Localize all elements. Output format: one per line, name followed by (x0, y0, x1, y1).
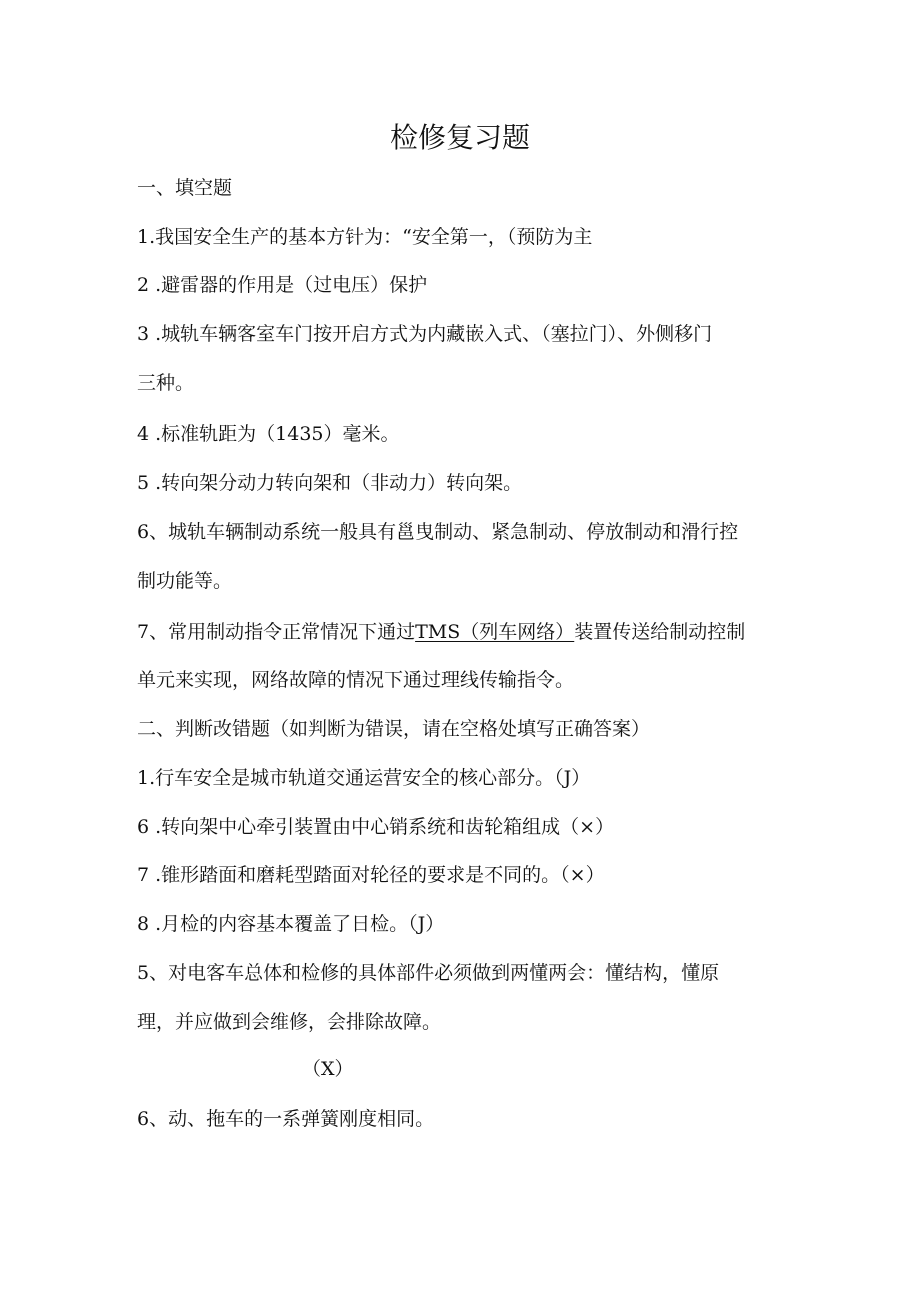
judge-question-6: 6 .转向架中心牵引装置由中心销系统和齿轮箱组成（×） (137, 816, 615, 838)
question-7-line-2: 单元来实现，网络故障的情况下通过理线传输指令。 (137, 669, 575, 691)
judge-question-7: 7 .锥形踏面和磨耗型踏面对轮径的要求是不同的。（×） (137, 864, 605, 886)
question-7-answer: TMS（列车网络） (415, 621, 575, 643)
judge-question-5-answer: （X） (302, 1058, 354, 1080)
judge-question-1: 1.行车安全是城市轨道交通运营安全的核心部分。（J） (137, 767, 591, 789)
judge-question-8: 8 .月检的内容基本覆盖了日检。（J） (137, 913, 445, 935)
question-3-line-2: 三种。 (137, 372, 195, 394)
judge-question-6b: 6、动、拖车的一系弹簧刚度相同。 (137, 1108, 435, 1130)
judge-question-5-line-2: 理，并应做到会维修，会排除故障。 (137, 1011, 442, 1033)
question-5: 5 .转向架分动力转向架和（非动力）转向架。 (137, 472, 523, 494)
question-7-suffix: 装置传送给制动控制 (574, 621, 746, 643)
question-7-prefix: 7、常用制动指令正常情况下通过 (137, 621, 416, 643)
judge-question-5-line-1: 5、对电客车总体和检修的具体部件必须做到两懂两会：懂结构，懂原 (137, 962, 720, 984)
question-2: 2 .避雷器的作用是（过电压）保护 (137, 274, 428, 296)
section-heading-fill-in: 一、填空题 (137, 177, 233, 199)
question-4: 4 .标准轨距为（1435）毫米。 (137, 423, 400, 445)
question-6-line-2: 制功能等。 (137, 570, 233, 592)
question-3-line-1: 3 .城轨车辆客室车门按开启方式为内藏嵌入式、（塞拉门）、外侧移门 (137, 323, 713, 345)
section-heading-true-false: 二、判断改错题（如判断为错误，请在空格处填写正确答案） (137, 718, 651, 740)
question-6-line-1: 6、城轨车辆制动系统一般具有邕曳制动、紧急制动、停放制动和滑行控 (137, 521, 739, 543)
page-title: 检修复习题 (389, 121, 530, 154)
question-1: 1.我国安全生产的基本方针为：“安全第一，（预防为主 (137, 226, 593, 248)
question-7-line-1 (137, 619, 745, 645)
